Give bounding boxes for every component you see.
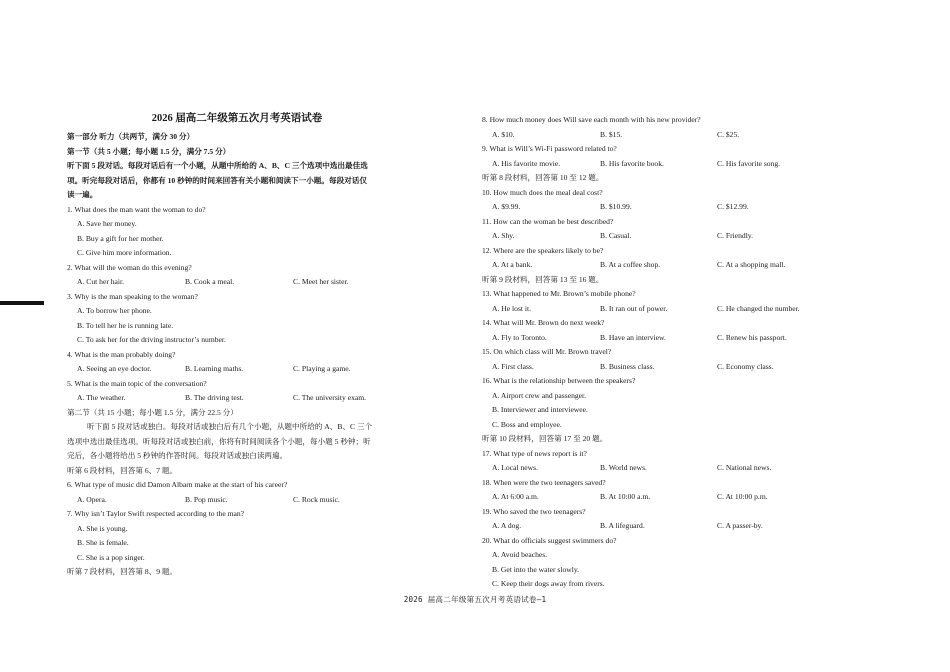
- option: B. His favorite book.: [600, 158, 664, 168]
- option-row: [482, 360, 842, 375]
- option: A. Cut her hair.: [77, 277, 125, 286]
- material-note: 听第 6 段材料，回答第 6、7 题。: [67, 465, 178, 475]
- option: A. $9.99.: [492, 202, 521, 211]
- question-stem: 5. What is the main topic of the conversation?: [67, 378, 207, 388]
- question-stem: 1. What does the man want the woman to do?: [67, 204, 206, 214]
- option-row: [482, 331, 842, 346]
- option-row: [67, 391, 407, 406]
- option: A. A dog.: [492, 521, 522, 530]
- instructions-line: 听下面 5 段对话或独白。每段对话或独白后有几个小题，从题中所给的 A、B、C 三个: [87, 422, 373, 431]
- option: B. She is female.: [77, 538, 129, 547]
- option-row: [482, 519, 842, 534]
- option: C. At 10:00 p.m.: [717, 492, 768, 501]
- material-note: 听第 9 段材料，回答第 13 至 16 题。: [482, 274, 604, 284]
- option: B. Casual.: [600, 231, 632, 240]
- section-heading: 第二节（共 15 小题；每小题 1.5 分，满分 22.5 分）: [67, 407, 238, 417]
- option: C. $25.: [717, 129, 740, 139]
- page-title: 2026 届高二年级第五次月考英语试卷: [151, 113, 323, 124]
- instructions-line: 项。听完每段对话后，你都有 10 秒钟的时间来回答有关小题和阅读下一小题。每段对话仅: [67, 175, 367, 185]
- question-stem: 19. Who saved the two teenagers?: [482, 506, 586, 516]
- question-stem: 10. How much does the meal deal cost?: [482, 187, 603, 197]
- option: A. Fly to Toronto.: [492, 332, 547, 342]
- question-stem: 11. How can the woman be best described?: [482, 216, 614, 226]
- option: C. At a shopping mall.: [717, 260, 786, 269]
- option: C. She is a pop singer.: [77, 552, 145, 562]
- question-stem: 8. How much money does Will save each month with his new provider?: [482, 115, 701, 124]
- left-column: [67, 110, 407, 580]
- option: A. To borrow her phone.: [77, 306, 152, 315]
- option: C. Keep their dogs away from rivers.: [492, 579, 605, 588]
- option: B. $10.99.: [600, 202, 632, 211]
- question-stem: 3. Why is the man speaking to the woman?: [67, 291, 198, 301]
- option: A. First class.: [492, 361, 534, 371]
- right-column: [482, 113, 842, 592]
- question-stem: 13. What happened to Mr. Brown’s mobile phone?: [482, 289, 636, 298]
- option: C. Boss and employee.: [492, 419, 562, 429]
- option: B. A lifeguard.: [600, 521, 645, 530]
- option: C. $12.99.: [717, 202, 749, 211]
- option-row: [482, 128, 842, 143]
- material-note: 听第 7 段材料，回答第 8、9 题。: [67, 567, 178, 576]
- instructions-line: 听下面 5 段对话。每段对话后有一个小题，从题中所给的 A、B、C 三个选项中选出最佳选: [67, 161, 368, 170]
- option: A. Shy.: [492, 231, 515, 240]
- option: B. Have an interview.: [600, 332, 666, 342]
- question-stem: 14. What will Mr. Brown do next week?: [482, 318, 605, 327]
- question-stem: 20. What do officials suggest swimmers do?: [482, 535, 617, 545]
- option: B. Buy a gift for her mother.: [77, 233, 164, 243]
- option-row: [67, 362, 407, 377]
- option: A. Local news.: [492, 463, 538, 472]
- question-stem: 18. When were the two teenagers saved?: [482, 477, 606, 487]
- option: A. At a bank.: [492, 260, 533, 269]
- option: C. Rock music.: [293, 494, 340, 504]
- option: B. Cook a meal.: [185, 277, 235, 286]
- instructions-line: 读一遍。: [67, 190, 98, 199]
- option: A. She is young.: [77, 523, 128, 533]
- option: A. Opera.: [77, 494, 107, 504]
- instructions-line: 完后，各小题将给出 5 秒钟的作答时间。每段对话或独白读两遍。: [67, 451, 288, 460]
- option-row: [482, 200, 842, 215]
- option: B. Interviewer and interviewee.: [492, 405, 588, 414]
- question-stem: 2. What will the woman do this evening?: [67, 262, 192, 272]
- option-row: [482, 490, 842, 505]
- option-row: [482, 258, 842, 273]
- option: B. $15.: [600, 129, 623, 139]
- question-stem: 15. On which class will Mr. Brown travel?: [482, 347, 612, 356]
- option: B. The driving test.: [185, 393, 244, 402]
- question-stem: 17. What type of news report is it?: [482, 448, 587, 458]
- option: C. To ask her for the driving instructor’s number.: [77, 335, 226, 344]
- option: C. Renew his passport.: [717, 332, 787, 342]
- option: C. The university exam.: [293, 393, 367, 402]
- section-heading: 第一节（共 5 小题；每小题 1.5 分，满分 7.5 分）: [67, 146, 231, 156]
- option: B. At 10:00 a.m.: [600, 492, 651, 501]
- option: B. Get into the water slowly.: [492, 564, 580, 574]
- option: B. It ran out of power.: [600, 303, 668, 313]
- option: C. Economy class.: [717, 361, 774, 371]
- option-row: [482, 302, 842, 317]
- option: C. He changed the number.: [717, 303, 800, 313]
- option: C. National news.: [717, 463, 772, 472]
- option-row: [67, 275, 407, 290]
- option: A. $10.: [492, 129, 515, 139]
- option: A. He lost it.: [492, 303, 532, 313]
- material-note: 听第 8 段材料，回答第 10 至 12 题。: [482, 173, 604, 182]
- option-row: [482, 157, 842, 172]
- option: B. Pop music.: [185, 494, 228, 504]
- binding-margin-mark: [0, 301, 44, 305]
- question-stem: 9. What is Will’s Wi-Fi password related to?: [482, 144, 617, 153]
- page-footer: 2026 届高二年级第五次月考英语试卷—1: [403, 595, 547, 604]
- option: A. At 6:00 a.m.: [492, 492, 539, 501]
- part-heading: 第一部分 听力（共两节，满分 30 分）: [67, 132, 195, 141]
- option: A. The weather.: [77, 393, 126, 402]
- instructions-line: 选项中选出最佳选项。听每段对话或独白前，你将有时间阅读各个小题，每小题 5 秒钟；听: [67, 436, 371, 446]
- question-stem: 7. Why isn’t Taylor Swift respected according to the man?: [67, 509, 245, 518]
- question-stem: 16. What is the relationship between the speakers?: [482, 376, 636, 385]
- option: C. Playing a game.: [293, 364, 351, 373]
- option: B. Business class.: [600, 361, 655, 371]
- option: B. Learning maths.: [185, 364, 244, 373]
- option: A. Avoid beaches.: [492, 550, 548, 559]
- option: B. To tell her he is running late.: [77, 320, 174, 330]
- option-row: [482, 461, 842, 476]
- option: C. His favorite song.: [717, 158, 781, 168]
- option: B. World news.: [600, 463, 647, 472]
- option: C. A passer-by.: [717, 521, 763, 530]
- option: C. Friendly.: [717, 231, 753, 240]
- option: A. Seeing an eye doctor.: [77, 364, 152, 373]
- option-row: [482, 229, 842, 244]
- question-stem: 4. What is the man probably doing?: [67, 349, 176, 359]
- option: C. Meet her sister.: [293, 277, 349, 286]
- material-note: 听第 10 段材料，回答第 17 至 20 题。: [482, 434, 608, 443]
- question-stem: 12. Where are the speakers likely to be?: [482, 245, 604, 255]
- option: A. Save her money.: [77, 219, 137, 228]
- option: B. At a coffee shop.: [600, 260, 661, 269]
- option: A. Airport crew and passenger.: [492, 390, 587, 400]
- option-row: [67, 493, 407, 508]
- question-stem: 6. What type of music did Damon Albarn make at the start of his career?: [67, 480, 288, 489]
- option: C. Give him more information.: [77, 248, 172, 257]
- option: A. His favorite movie.: [492, 158, 561, 168]
